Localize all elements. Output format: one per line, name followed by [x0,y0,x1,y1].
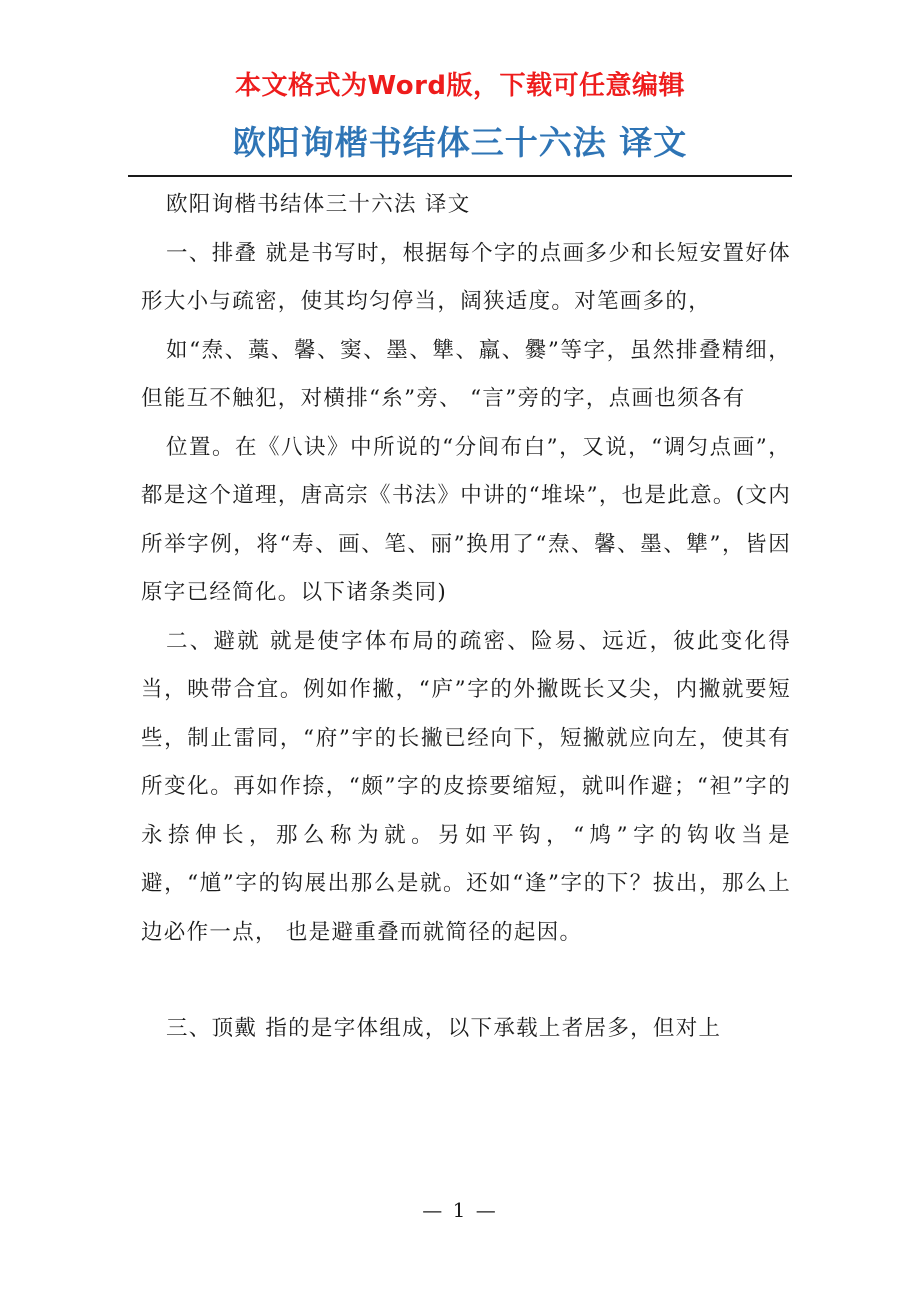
body-paragraph: 位置。在《八诀》中所说的“分间布白”，又说，“调匀点画”，都是这个道理，唐高宗《书法》中讲的“堆垛”，也是此意。(文内所举字例，将“寿、画、笔、丽”换用了“焘、馨、墨、犨”，皆因原字已经简化。以下诸条类同) [141,434,791,605]
body-paragraph: 二、避就 就是使字体布局的疏密、险易、远近，彼此变化得当，映带合宜。例如作撇，“庐”字的外撇既长又尖，内撇就要短些，制止雷同，“府”宇的长撇已经向下，短撇就应向左，使其有所变化。再如作捺，“颇”字的皮捺要缩短，就叫作避；“袒”字的永捺伸长，那么称为就。另如平钩，“鸠”字的钩收当是避，“馗”字的钩展出那么是就。还如“逢”字的下？拔出，那么上边必作一点， 也是避重叠而就简径的起因。 [141,628,791,945]
body-paragraph: 三、顶戴 指的是字体组成，以下承载上者居多，但对上 [166,1016,722,1041]
body-paragraph: 一、排叠 就是书写时，根据每个字的点画多少和长短安置好体形大小与疏密，使其均匀停当，阔狭适度。对笔画多的， [141,240,791,314]
document-body [141,181,791,1054]
header-rule [128,175,792,177]
format-notice: 本文格式为Word版，下载可任意编辑 [234,71,686,101]
page-number: — 1 — [422,1198,498,1222]
body-paragraph: 如“焘、藁、馨、窦、墨、犨、羸、爨”等字，虽然排叠精细，但能互不触犯，对横排“糸”旁、 “言”旁的字，点画也须各有 [141,337,791,411]
body-paragraph: 欧阳询楷书结体三十六法 译文 [166,192,471,217]
document-title: 欧阳询楷书结体三十六法 译文 [232,123,688,162]
